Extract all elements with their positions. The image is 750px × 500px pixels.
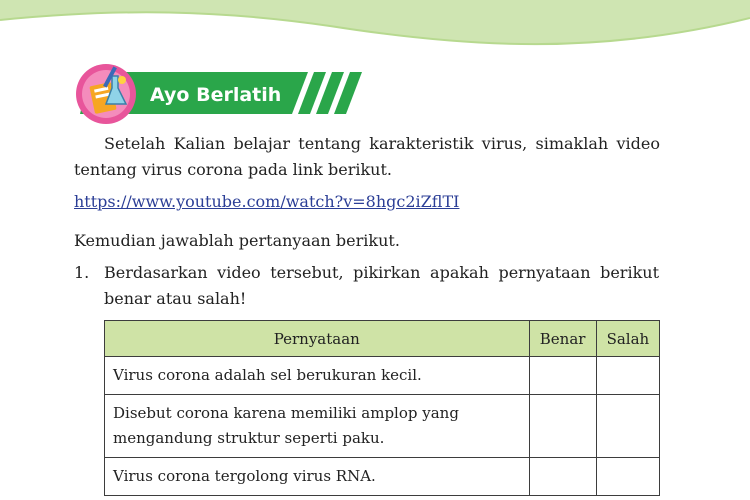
table-header-row <box>105 321 660 357</box>
header-statement: Pernyataan <box>105 321 530 357</box>
false-answer-cell[interactable] <box>596 357 659 395</box>
intro-paragraph: Setelah Kalian belajar tentang karakteristik virus, simaklah video tentang virus corona pada link berikut. <box>74 134 660 179</box>
true-answer-cell[interactable] <box>529 395 596 458</box>
video-link[interactable]: https://www.youtube.com/watch?v=8hgc2iZflTI <box>74 192 460 211</box>
header-true: Benar <box>529 321 596 357</box>
table-row <box>105 458 660 496</box>
science-lab-icon <box>76 64 136 124</box>
true-answer-cell[interactable] <box>529 357 596 395</box>
statement-cell: Virus corona adalah sel berukuran kecil. <box>105 357 530 395</box>
question-text: Berdasarkan video tersebut, pikirkan apakah pernyataan berikut benar atau salah! <box>104 263 659 308</box>
false-answer-cell[interactable] <box>596 395 659 458</box>
header-false: Salah <box>596 321 659 357</box>
table-row <box>105 357 660 395</box>
table-row <box>105 395 660 458</box>
section-title: Ayo Berlatih <box>150 84 282 106</box>
statement-cell: Virus corona tergolong virus RNA. <box>105 458 530 496</box>
instruction-text: Kemudian jawablah pertanyaan berikut. <box>74 231 400 250</box>
question-number: 1. <box>74 263 90 282</box>
true-answer-cell[interactable] <box>529 458 596 496</box>
false-answer-cell[interactable] <box>596 458 659 496</box>
statement-cell: Disebut corona karena memiliki amplop yang mengandung struktur seperti paku. <box>105 395 530 458</box>
statement-table <box>104 320 660 496</box>
